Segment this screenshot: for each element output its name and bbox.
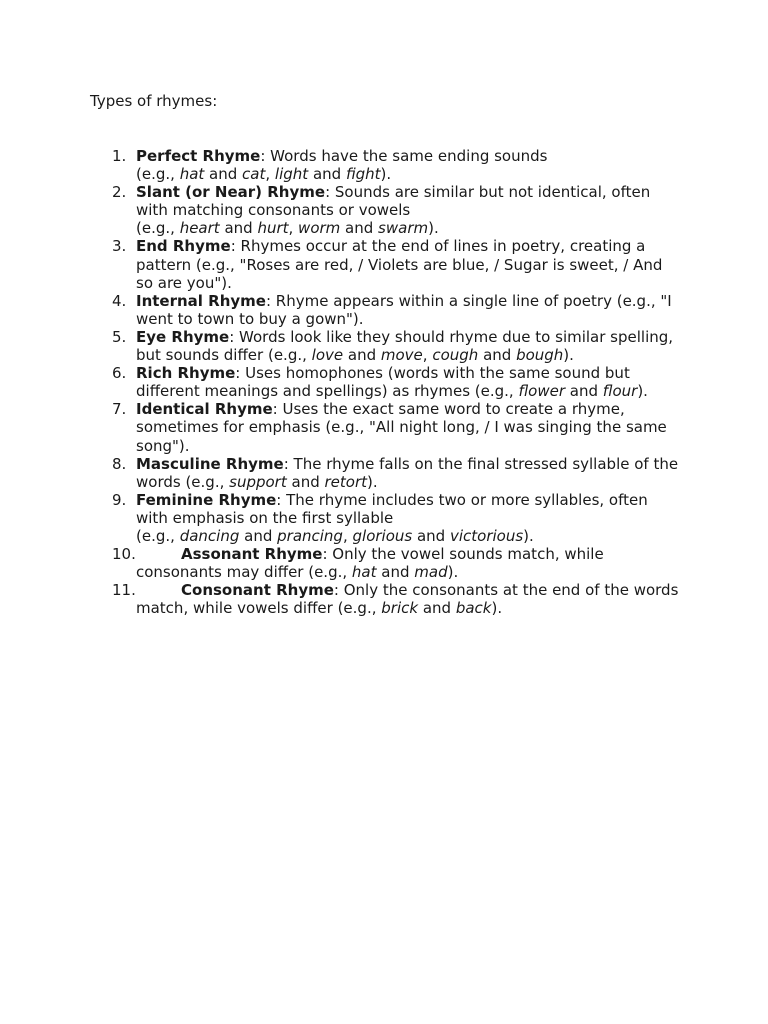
list-item-text: Assonant Rhyme: Only the vowel sounds match, while consonants may differ (e.g., hat and mad). (136, 545, 604, 582)
rhyme-types-list (0, 147, 700, 617)
list-item (0, 545, 681, 581)
rhyme-term: Consonant Rhyme (181, 581, 334, 600)
list-item-number: 5. (112, 327, 127, 346)
list-item-text: Eye Rhyme: Words look like they should rhyme due to similar spelling, but sounds differ (e.g., love and move, cough and bough). (136, 327, 674, 365)
rhyme-term: End Rhyme (136, 237, 231, 256)
list-item-text: Slant (or Near) Rhyme: Sounds are similar but not identical, often with matching consonants or vowels (136, 183, 651, 220)
example-word: mad (414, 563, 448, 582)
example-word: move (380, 346, 423, 365)
rhyme-term: Slant (or Near) Rhyme (136, 183, 326, 202)
list-item-text: Masculine Rhyme: The rhyme falls on the final stressed syllable of the words (e.g., support and retort). (136, 454, 679, 491)
list-item-text: Consonant Rhyme: Only the consonants at the end of the words match, while vowels differ (e.g., brick and back). (136, 581, 679, 618)
example-word: brick (381, 599, 419, 618)
example-word: support (229, 472, 287, 491)
list-item (0, 147, 681, 183)
list-item-number: 1. (112, 147, 127, 165)
example-word: cough (432, 346, 479, 365)
rhyme-term: Internal Rhyme (136, 291, 266, 310)
list-item-text: Identical Rhyme: Uses the exact same word to create a rhyme, sometimes for emphasis (e.g., "All night long, / I was singing the same song"). (136, 400, 667, 455)
list-item-text: Rich Rhyme: Uses homophones (words with the same sound but different meanings and spellings) as rhymes (e.g., flower and flour). (136, 364, 648, 401)
list-item-text: Perfect Rhyme: Words have the same ending sounds (136, 147, 548, 165)
list-item (0, 400, 681, 454)
example-word: swarm (378, 219, 429, 238)
list-item-number: 4. (112, 291, 127, 310)
list-item-text: Internal Rhyme: Rhyme appears within a single line of poetry (e.g., "I went to town to buy a gown"). (136, 291, 672, 328)
example-word: light (274, 165, 309, 184)
example-word: retort (324, 472, 368, 491)
list-item (0, 581, 681, 617)
list-item-number: 7. (112, 400, 127, 419)
example-word: prancing (277, 526, 343, 545)
list-item-number: 2. (112, 183, 127, 202)
rhyme-term: Assonant Rhyme (181, 545, 323, 564)
list-item (0, 364, 681, 400)
example-word: fight (345, 165, 381, 184)
list-item-number: 10. (112, 545, 136, 564)
list-item-number: 3. (112, 237, 127, 256)
example-word: hurt (257, 219, 289, 238)
example-word: heart (179, 219, 220, 238)
example-word: hat (179, 165, 205, 184)
rhyme-term: Masculine Rhyme (136, 454, 284, 473)
list-item-text: (e.g., dancing and prancing, glorious and victorious). (136, 526, 534, 545)
example-word: back (455, 599, 492, 618)
example-word: victorious (449, 526, 524, 545)
list-item-text: (e.g., heart and hurt, worm and swarm). (136, 219, 439, 238)
list-item-text: End Rhyme: Rhymes occur at the end of lines in poetry, creating a pattern (e.g., "Roses are red, / Violets are blue, / Sugar is sweet, / And so are you"). (136, 237, 663, 292)
list-item-text: (e.g., hat and cat, light and fight). (136, 165, 392, 184)
list-item (0, 455, 681, 491)
example-word: flower (518, 382, 566, 401)
rhyme-term: Feminine Rhyme (136, 490, 277, 509)
example-word: dancing (179, 526, 240, 545)
list-item (0, 491, 681, 545)
example-word: worm (298, 219, 341, 238)
example-word: bough (516, 346, 564, 365)
list-item (0, 183, 681, 237)
example-word: cat (242, 165, 266, 184)
list-item (0, 237, 681, 291)
list-item-number: 9. (112, 490, 127, 509)
list-item (0, 292, 681, 328)
list-item (0, 328, 681, 364)
list-item-text: Feminine Rhyme: The rhyme includes two or more syllables, often with emphasis on the first syllable (136, 490, 648, 527)
list-item-number: 6. (112, 364, 127, 383)
rhyme-term: Identical Rhyme (136, 400, 273, 419)
document-heading: Types of rhymes: (90, 92, 218, 110)
example-word: hat (351, 563, 377, 582)
example-word: love (311, 346, 344, 365)
list-item-number: 11. (112, 581, 136, 600)
list-item-number: 8. (112, 454, 127, 473)
rhyme-term: Eye Rhyme (136, 327, 230, 346)
rhyme-term: Perfect Rhyme (136, 147, 261, 165)
example-word: glorious (352, 526, 413, 545)
example-word: flour (602, 382, 638, 401)
rhyme-term: Rich Rhyme (136, 364, 236, 383)
